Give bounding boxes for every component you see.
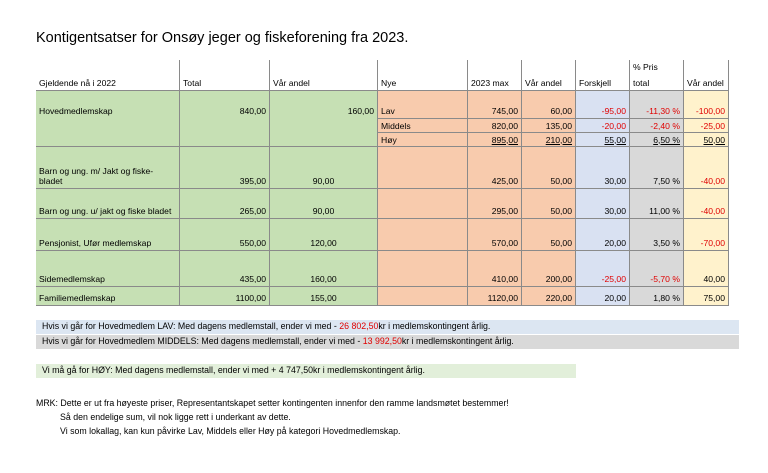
row-pct: 11,00 %	[630, 189, 684, 219]
row-nye-empty	[378, 147, 468, 189]
variant-var: -100,00	[684, 91, 729, 119]
row-name: Barn og ung. u/ jakt og fiske bladet	[36, 189, 180, 219]
header-pct-line2: total	[633, 78, 650, 88]
row-andel: 90,00	[270, 189, 378, 219]
row-var: -40,00	[684, 147, 729, 189]
header-var-andel: Vår andel	[270, 60, 378, 91]
row-diff: -25,00	[576, 251, 630, 287]
row-diff: 20,00	[576, 287, 630, 306]
row-nye-empty	[378, 287, 468, 306]
variant-label: Høy	[378, 133, 468, 147]
header-new-andel: Vår andel	[522, 60, 576, 91]
row-new-andel: 50,00	[522, 147, 576, 189]
variant-pct: -2,40 %	[630, 119, 684, 133]
row-name: Barn og ung. m/ Jakt og fiske-bladet	[36, 147, 180, 189]
note-lav	[36, 320, 739, 334]
variant-andel: 135,00	[522, 119, 576, 133]
row-nye-empty	[378, 219, 468, 251]
row-diff: 30,00	[576, 189, 630, 219]
header-total: Total	[180, 60, 270, 91]
variant-max: 820,00	[468, 119, 522, 133]
note-lav-suffix: kr i medlemskontingent årlig.	[378, 321, 491, 331]
row-pct: 7,50 %	[630, 147, 684, 189]
variant-var: -25,00	[684, 119, 729, 133]
row-max: 410,00	[468, 251, 522, 287]
mrk-line-2: Så den endelige sum, vil nok ligge rett i underkant av dette.	[60, 412, 291, 422]
row-name: Sidemedlemskap	[36, 251, 180, 287]
variant-max: 895,00	[468, 133, 522, 147]
header-nye: Nye	[378, 60, 468, 91]
row-new-andel: 200,00	[522, 251, 576, 287]
row-new-andel: 50,00	[522, 189, 576, 219]
row-total: 395,00	[180, 147, 270, 189]
row-new-andel: 220,00	[522, 287, 576, 306]
hoved-andel: 160,00	[270, 91, 378, 147]
row-pct: -5,70 %	[630, 251, 684, 287]
hoved-name: Hovedmedlemskap	[36, 91, 180, 147]
page-title: Kontigentsatser for Onsøy jeger og fiskeforening fra 2023.	[36, 30, 409, 46]
note-middels	[36, 335, 739, 349]
variant-var: 50,00	[684, 133, 729, 147]
header-pct-line1: % Pris	[633, 62, 658, 72]
row-nye-empty	[378, 189, 468, 219]
row-total: 550,00	[180, 219, 270, 251]
row-andel: 160,00	[270, 251, 378, 287]
note-middels-suffix: kr i medlemskontingent årlig.	[401, 336, 514, 346]
variant-pct: 6,50 %	[630, 133, 684, 147]
row-new-andel: 50,00	[522, 219, 576, 251]
row-var: 75,00	[684, 287, 729, 306]
row-total: 265,00	[180, 189, 270, 219]
variant-andel: 210,00	[522, 133, 576, 147]
note-hoy	[36, 364, 576, 378]
note-middels-amount: 13 992,50	[362, 336, 402, 346]
hoved-total: 840,00	[180, 91, 270, 147]
row-andel: 155,00	[270, 287, 378, 306]
row-var: -40,00	[684, 189, 729, 219]
header-forskjell: Forskjell	[576, 60, 630, 91]
row-nye-empty	[378, 251, 468, 287]
row-max: 570,00	[468, 219, 522, 251]
header-2023-max: 2023 max	[468, 60, 522, 91]
note-hoy-text: Vi må gå for HØY: Med dagens medlemstall, ender vi med + 4 747,50kr i medlemskontingent årlig.	[42, 365, 425, 375]
header-pct-pris	[630, 60, 684, 91]
row-total: 435,00	[180, 251, 270, 287]
row-total: 1100,00	[180, 287, 270, 306]
row-andel: 90,00	[270, 147, 378, 189]
row-pct: 1,80 %	[630, 287, 684, 306]
mrk-line-3: Vi som lokallag, kan kun påvirke Lav, Middels eller Høy på kategori Hovedmedlemskap.	[60, 426, 401, 436]
header-gjeldende: Gjeldende nå i 2022	[36, 60, 180, 91]
variant-diff: -95,00	[576, 91, 630, 119]
row-var: -70,00	[684, 219, 729, 251]
variant-diff: 55,00	[576, 133, 630, 147]
header-var-andel-2: Vår andel	[684, 60, 729, 91]
variant-andel: 60,00	[522, 91, 576, 119]
note-middels-text: Hvis vi går for Hovedmedlem MIDDELS: Med dagens medlemstall, ender vi med -	[42, 336, 363, 346]
variant-diff: -20,00	[576, 119, 630, 133]
row-name: Pensjonist, Ufør medlemskap	[36, 219, 180, 251]
row-max: 425,00	[468, 147, 522, 189]
mrk-note	[36, 396, 509, 438]
variant-max: 745,00	[468, 91, 522, 119]
row-max: 1120,00	[468, 287, 522, 306]
row-max: 295,00	[468, 189, 522, 219]
mrk-line-1: MRK: Dette er ut fra høyeste priser, Representantskapet setter kontingenten innenfor den ramme landsmøtet bestemmer!	[36, 398, 509, 408]
variant-label: Lav	[378, 91, 468, 119]
variant-pct: -11,30 %	[630, 91, 684, 119]
row-pct: 3,50 %	[630, 219, 684, 251]
kontingent-table	[36, 60, 729, 306]
row-diff: 30,00	[576, 147, 630, 189]
variant-label: Middels	[378, 119, 468, 133]
note-lav-amount: 26 802,50	[339, 321, 379, 331]
row-name: Familiemedlemskap	[36, 287, 180, 306]
note-lav-text: Hvis vi går for Hovedmedlem LAV: Med dagens medlemstall, ender vi med -	[42, 321, 340, 331]
row-var: 40,00	[684, 251, 729, 287]
row-andel: 120,00	[270, 219, 378, 251]
row-diff: 20,00	[576, 219, 630, 251]
